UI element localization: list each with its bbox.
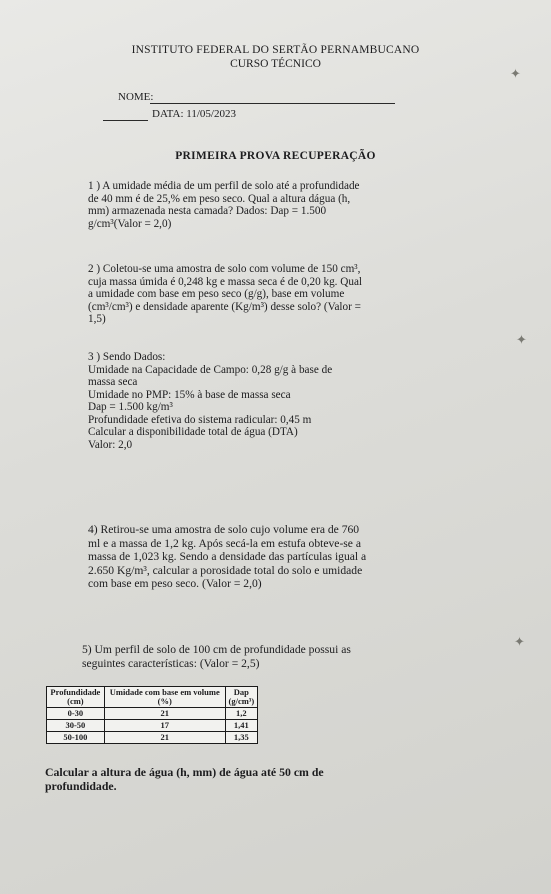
question-2-line: (cm³/cm³) e densidade aparente (Kg/m³) desse solo? (Valor = — [88, 300, 361, 313]
table-cell: 1,2 — [225, 708, 257, 720]
question-3-line: Umidade no PMP: 15% à base de massa seca — [88, 388, 291, 401]
table-cell: 17 — [104, 720, 225, 732]
header-moisture-label: Umidade com base em volume — [109, 687, 220, 697]
question-4-line: 4) Retirou-se uma amostra de solo cujo volume era de 760 — [88, 523, 360, 536]
table-row — [47, 720, 258, 732]
question-1-line: de 40 mm é de 25,% em peso seco. Qual a altura dágua (h, — [88, 192, 351, 205]
question-4-line: 2.650 Kg/m³, calcular a porosidade total do solo e umidade — [88, 563, 363, 577]
pencil-mark-icon: ✦ — [510, 66, 521, 81]
header-moisture — [104, 687, 225, 708]
question-1-line: mm) armazenada nesta camada? Dados: Dap = 1.500 — [88, 205, 327, 217]
question-3-line: Umidade na Capacidade de Campo: 0,28 g/g à base de — [88, 363, 333, 376]
header-dap-unit: (g/cm³) — [228, 696, 255, 706]
question-2-line: 2 ) Coletou-se uma amostra de solo com volume de 150 cm³, — [88, 263, 361, 275]
table-cell: 21 — [104, 708, 225, 720]
table-header-row — [47, 687, 258, 708]
header-dap — [225, 687, 257, 708]
table-cell: 21 — [104, 732, 225, 744]
question-5-line: 5) Um perfil de solo de 100 cm de profundidade possui as — [82, 643, 351, 656]
pencil-mark-icon: ✦ — [514, 634, 525, 649]
question-2-line: cuja massa úmida é 0,248 kg e massa seca é de 0,20 kg. Qual — [88, 275, 363, 288]
header-dap-label: Dap — [233, 687, 249, 697]
question-2 — [88, 263, 400, 326]
question-3-line: Calcular a disponibilidade total de água (DTA) — [88, 426, 298, 438]
question-3-line: Profundidade efetiva do sistema radicular: 0,45 m — [88, 413, 312, 426]
question-5-task-line: profundidade. — [45, 779, 117, 793]
header-depth — [47, 687, 105, 708]
table-cell: 50-100 — [47, 732, 105, 744]
date-underline — [103, 120, 148, 121]
table-row — [47, 708, 258, 720]
question-4 — [88, 523, 402, 591]
header-depth-label: Profundidade — [50, 687, 101, 697]
table-cell: 1,35 — [225, 732, 257, 744]
table-row — [47, 732, 258, 744]
question-5-task — [45, 765, 415, 793]
header-moisture-unit: (%) — [157, 696, 172, 706]
question-1-line: g/cm³(Valor = 2,0) — [88, 217, 172, 230]
question-4-line: com base em peso seco. (Valor = 2,0) — [88, 577, 262, 590]
institution-name: INSTITUTO FEDERAL DO SERTÃO PERNAMBUCANO — [131, 44, 420, 56]
question-3-line: massa seca — [88, 376, 138, 388]
question-5-line: seguintes características: (Valor = 2,5) — [82, 656, 260, 670]
question-5 — [82, 643, 412, 670]
table-cell: 0-30 — [47, 708, 105, 720]
table-cell: 30-50 — [47, 720, 105, 732]
course-name: CURSO TÉCNICO — [230, 58, 321, 70]
question-1 — [88, 180, 398, 230]
question-3-line: 3 ) Sendo Dados: — [88, 351, 166, 363]
table-cell: 1,41 — [225, 720, 257, 732]
question-3-line: Dap = 1.500 kg/m³ — [88, 401, 173, 413]
question-4-line: ml e a massa de 1,2 kg. Após secá-la em estufa obteve-se a — [88, 536, 362, 550]
question-2-line: 1,5) — [88, 313, 106, 325]
question-3-line: Valor: 2,0 — [88, 438, 133, 451]
date-label: DATA: 11/05/2023 — [152, 108, 236, 120]
header-depth-unit: (cm) — [67, 696, 84, 706]
question-2-line: a umidade com base em peso seco (g/g), base em volume — [88, 288, 345, 300]
question-4-line: massa de 1,023 kg. Sendo a densidade das partículas igual a — [88, 550, 367, 563]
question-5-task-line: Calcular a altura de água (h, mm) de água até 50 cm de — [45, 765, 324, 779]
soil-profile-table — [46, 686, 258, 744]
question-3 — [88, 351, 388, 451]
pencil-mark-icon: ✦ — [516, 332, 527, 347]
name-label: NOME: — [118, 91, 154, 103]
exam-title: PRIMEIRA PROVA RECUPERAÇÃO — [175, 150, 376, 162]
name-underline — [150, 103, 395, 104]
question-1-line: 1 ) A umidade média de um perfil de solo até a profundidade — [88, 180, 360, 192]
